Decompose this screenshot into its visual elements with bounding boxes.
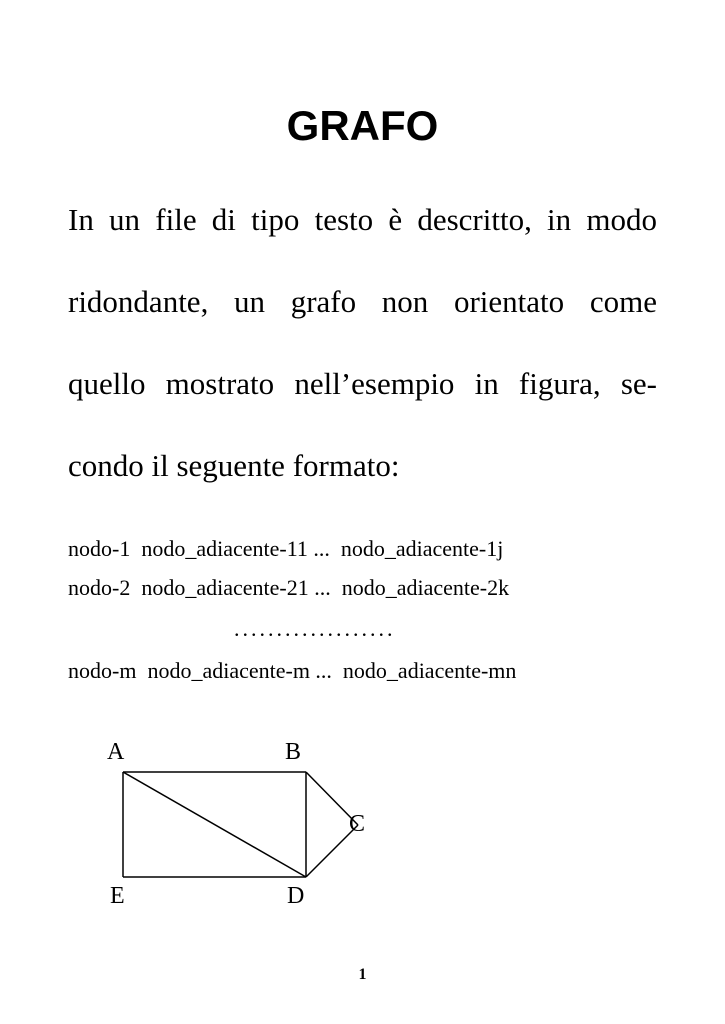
node-label-a: A — [107, 739, 125, 765]
node-label-c: C — [349, 811, 366, 837]
paragraph-line-2: ridondante, un grafo non orientato come — [68, 284, 657, 319]
page-number: 1 — [358, 966, 367, 983]
edge-a-d — [123, 772, 306, 877]
page-title: GRAFO — [286, 102, 439, 149]
node-label-b: B — [285, 739, 302, 765]
format-ellipsis: ................... — [234, 616, 396, 641]
paragraph-line-1: In un file di tipo testo è descritto, in modo — [68, 202, 657, 237]
node-label-e: E — [110, 883, 125, 909]
paragraph-line-3: quello mostrato nell’esempio in figura, se- — [68, 366, 657, 401]
format-line-2: nodo-2 nodo_adiacente-21 ... nodo_adiacente-2k — [68, 575, 510, 600]
format-line-3: nodo-m nodo_adiacente-m ... nodo_adiacente-mn — [68, 658, 517, 683]
node-label-d: D — [287, 883, 305, 909]
format-line-1: nodo-1 nodo_adiacente-11 ... nodo_adiacente-1j — [68, 536, 504, 561]
paragraph-line-4: condo il seguente formato: — [68, 448, 400, 483]
